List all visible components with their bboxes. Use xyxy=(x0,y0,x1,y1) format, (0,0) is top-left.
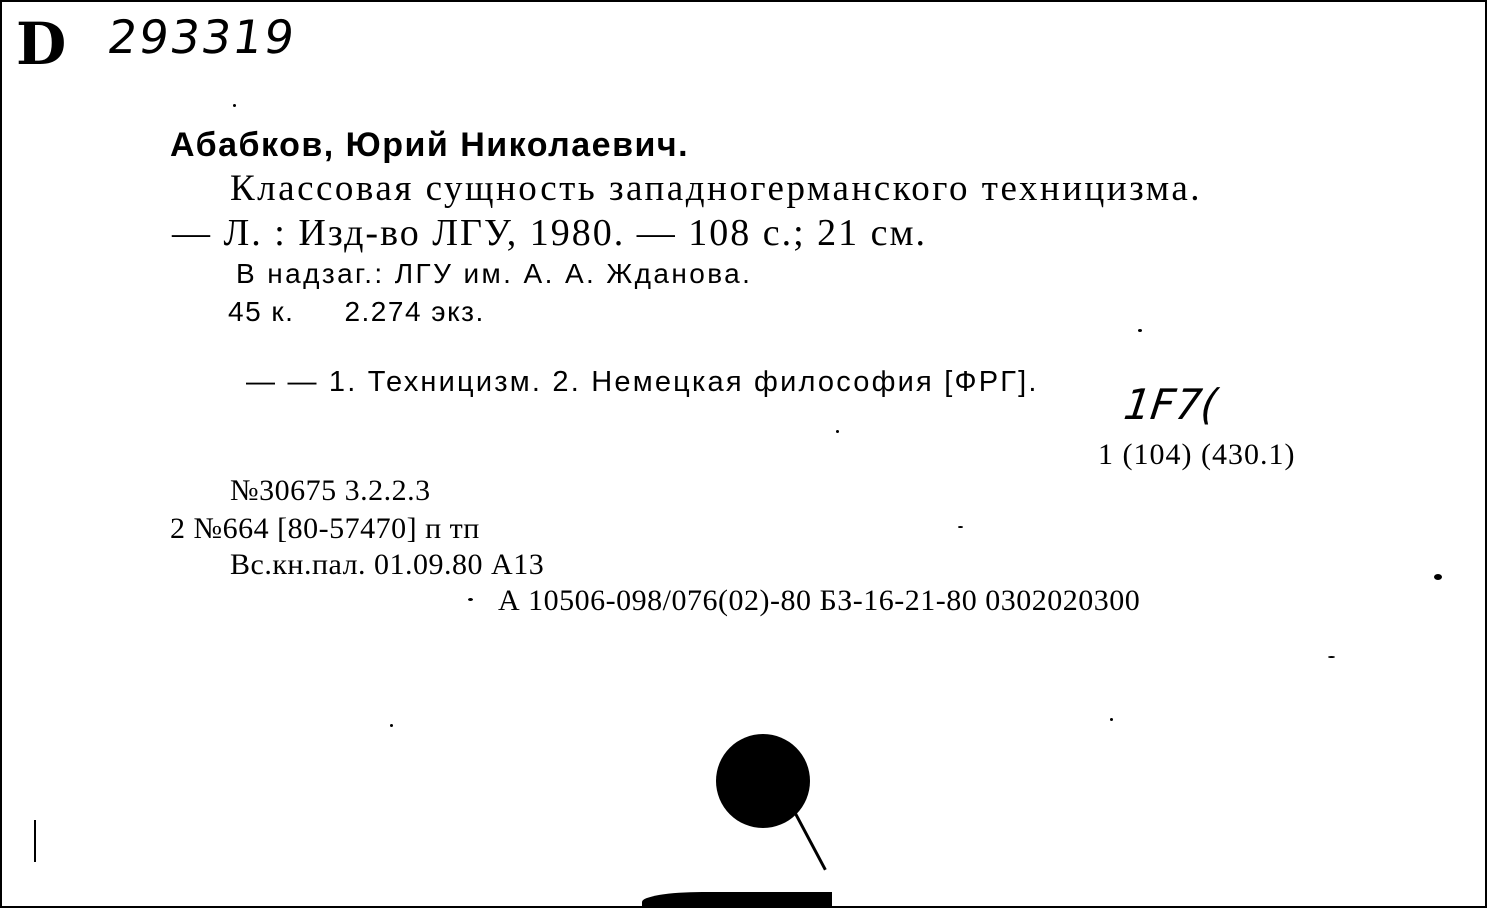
price: 45 к. xyxy=(228,296,295,327)
stamp-letter: D xyxy=(16,10,67,78)
speck xyxy=(1328,656,1335,658)
classification-index: 1 (104) (430.1) xyxy=(1098,438,1296,471)
margin-mark xyxy=(34,820,36,862)
speck xyxy=(836,430,839,433)
book-title: Классовая сущность западногерманского техницизма. xyxy=(230,168,1203,209)
print-run: 2.274 экз. xyxy=(344,296,485,327)
code-line-1: №30675 3.2.2.3 xyxy=(230,474,431,507)
speck xyxy=(390,724,393,727)
speck xyxy=(1110,718,1113,721)
code-line-4: А 10506-098/076(02)-80 БЗ-16-21-80 0302020300 xyxy=(498,584,1141,617)
bottom-edge-mark xyxy=(642,892,832,906)
punch-hole-tear xyxy=(794,813,827,871)
handwritten-shelf-mark: 1F7( xyxy=(1116,380,1226,429)
subject-headings: — — 1. Техницизм. 2. Немецкая философия [ФРГ]. xyxy=(246,366,1039,398)
code-line-3: Вс.кн.пал. 01.09.80 А13 xyxy=(230,548,545,581)
above-title-note: В надзаг.: ЛГУ им. А. А. Жданова. xyxy=(236,258,753,289)
speck xyxy=(1138,329,1142,332)
code-line-2: 2 №664 [80-57470] п тп xyxy=(170,512,480,545)
publication-info: — Л. : Изд-во ЛГУ, 1980. — 108 с.; 21 см. xyxy=(172,212,928,254)
price-and-copies xyxy=(228,298,485,326)
author-heading: Абабков, Юрий Николаевич. xyxy=(170,126,690,164)
speck xyxy=(1434,574,1442,580)
handwritten-inventory-number: 293319 xyxy=(104,10,300,64)
speck xyxy=(233,104,236,107)
speck xyxy=(468,598,473,601)
speck xyxy=(958,526,963,528)
